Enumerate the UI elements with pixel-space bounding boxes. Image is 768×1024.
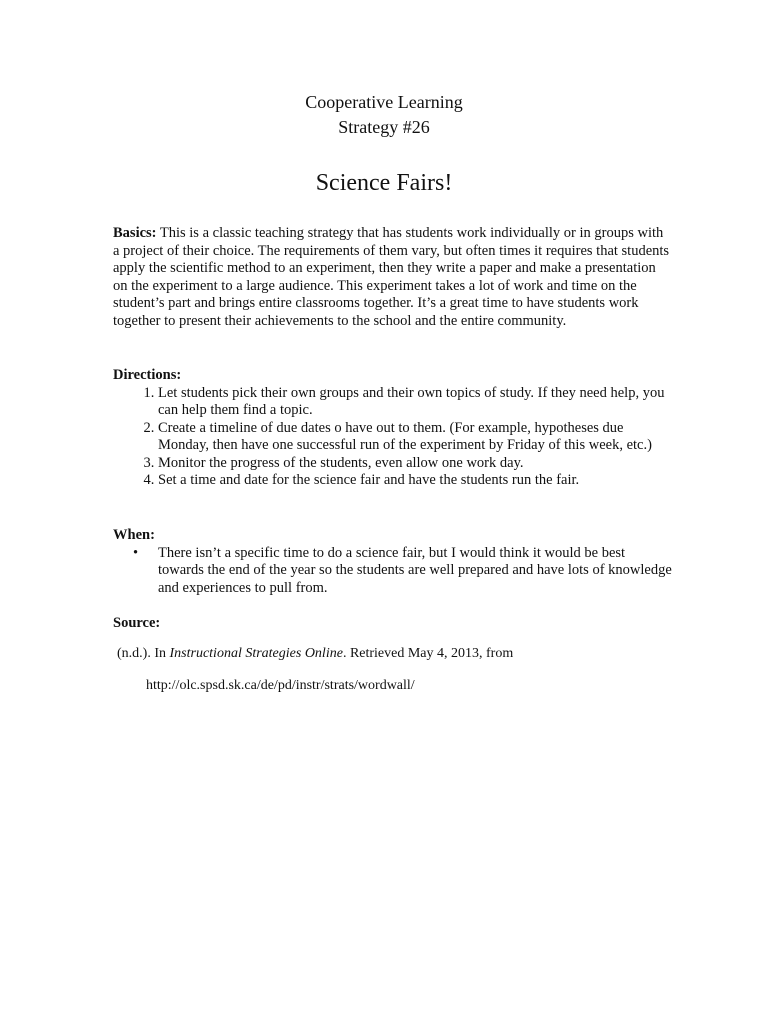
when-label: When: [113,527,155,543]
list-item: 4. Set a time and date for the science fair and have the students run the fair. [158,472,673,490]
basics-section [113,225,673,330]
directions-list [113,385,673,490]
series-title: Cooperative Learning [305,92,463,112]
basics-label: Basics: [113,225,157,241]
when-list [113,545,673,598]
basics-text: This is a classic teaching strategy that has students work individually or in groups with a project of their choice. The requirements of them vary, but often times it requires that students apply the scientific method to an experiment, then they write a paper and make a presentation on the experiment to a large audience. This experiment takes a lot of work and time on the student’s part and brings entire classrooms together. It’s a great time to have students work together to present their achievements to the school and the entire community. [113,225,670,329]
when-item-text: There isn’t a specific time to do a science fair, but I would think it would be best towards the end of the year so the students are well prepared and have lots of knowledge and experiences to pull from. [158,544,672,596]
source-section [113,615,673,633]
strategy-number: Strategy #26 [338,117,430,137]
citation-prefix: (n.d.). In [117,646,170,661]
directions-section [113,367,673,490]
source-url: http://olc.spsd.sk.ca/de/pd/instr/strats/wordwall/ [146,678,415,693]
citation-publication: Instructional Strategies Online [169,646,343,661]
source-citation [117,645,513,663]
list-item: 2. Create a timeline of due dates o have out to them. (For example, hypotheses due Monday, then have one successful run of the experiment by Friday of this week, etc.) [158,420,673,455]
basics-paragraph [113,225,673,330]
directions-label: Directions: [113,367,182,383]
citation-suffix: . Retrieved May 4, 2013, from [342,646,514,661]
source-label: Source: [113,615,161,631]
bullet-icon: • [133,544,139,561]
list-item: 1. Let students pick their own groups and their own topics of study. If they need help, you can help them find a topic. [158,385,673,420]
when-section [113,527,673,597]
list-item: 3. Monitor the progress of the students, even allow one work day. [158,455,673,473]
page-title: Science Fairs! [315,170,453,196]
list-item [133,544,673,598]
